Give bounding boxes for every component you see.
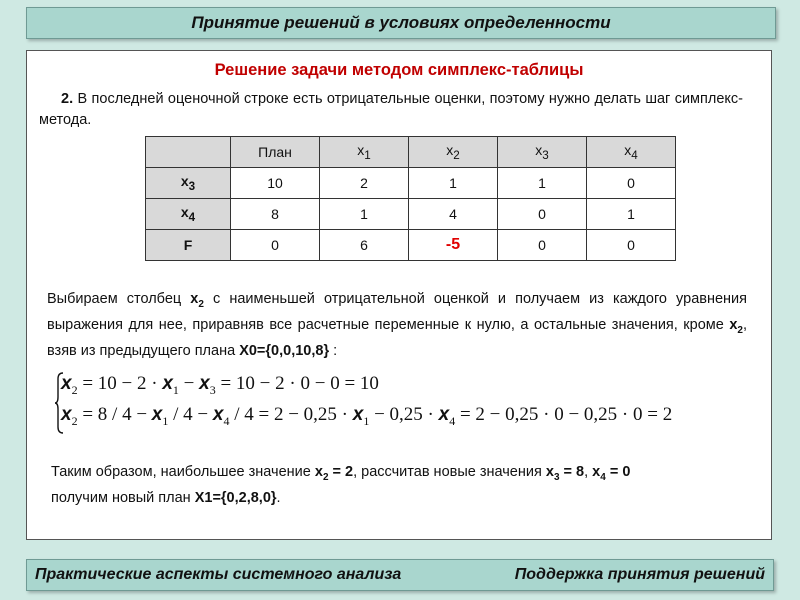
table-cell: 2 bbox=[320, 168, 409, 199]
row-label: $x_4$ bbox=[146, 199, 231, 230]
var-x2: $x_2$ bbox=[729, 316, 743, 336]
footer-left-title: Практические аспекты системного анализа bbox=[35, 566, 402, 583]
table-cell: 1 bbox=[587, 199, 676, 230]
conclusion-paragraph: Таким образом, наибольшее значение $x_2 = 2$, рассчитав новые значения $x_3 = 8$, $x_4 = 0$ получим новый план X1={0,2,8,0}. bbox=[51, 464, 631, 506]
plan-x1: X1={0,2,8,0} bbox=[194, 489, 277, 506]
table-header-row bbox=[146, 137, 676, 168]
eq-fragment: / 4 − bbox=[168, 404, 213, 425]
var-x2: $x_2 = 2$ bbox=[314, 464, 354, 483]
table-cell: 6 bbox=[320, 230, 409, 261]
text-fragment: , взяв из предыдущего плана bbox=[47, 316, 747, 359]
table-row bbox=[146, 230, 676, 261]
intro-text: В последней оценочной строке есть отрицательные оценки, поэтому нужно делать шаг симплекс-метода. bbox=[39, 91, 743, 128]
table-cell-negative: -5 bbox=[409, 230, 498, 261]
var-x2: $x_2$ bbox=[190, 291, 204, 310]
table-header-cell: $x_1$ bbox=[320, 137, 409, 168]
table-header-cell: $x_3$ bbox=[498, 137, 587, 168]
text-fragment: получим новый план bbox=[51, 489, 195, 506]
table-cell: 0 bbox=[587, 230, 676, 261]
eq-fragment: = 10 − 2 · bbox=[77, 373, 163, 394]
equation-1: $x_2 = 10 - 2 \cdot x_1 - x_3 = 10 - 2 \cdot 0 - 0 = 10$ bbox=[61, 373, 379, 397]
table-cell: 0 bbox=[498, 230, 587, 261]
footer-banner bbox=[26, 559, 774, 591]
row-label: F bbox=[146, 230, 231, 261]
table-row bbox=[146, 168, 676, 199]
text-fragment: : bbox=[329, 342, 338, 359]
table-cell: 8 bbox=[231, 199, 320, 230]
table-cell: 1 bbox=[498, 168, 587, 199]
step-number: 2. bbox=[61, 91, 74, 107]
eq-fragment: − bbox=[178, 373, 200, 394]
table-cell: 0 bbox=[587, 168, 676, 199]
eq-fragment: = 10 − 2 · 0 − 0 = 10 bbox=[215, 373, 379, 394]
table-cell: 10 bbox=[231, 168, 320, 199]
intro-paragraph bbox=[39, 89, 743, 131]
table-cell: 1 bbox=[320, 199, 409, 230]
table-header-cell: $x_4$ bbox=[587, 137, 676, 168]
eq-fragment: / 4 = 2 − 0,25 · bbox=[229, 404, 353, 425]
table-cell: 4 bbox=[409, 199, 498, 230]
var-x3: $x_3 = 8$ bbox=[545, 464, 585, 483]
text-fragment: с наименьшей отрицательной оценкой и получаем из каждого уравнения выражения для нее, приравняв все расчетные переменные к нулю, а остальные значения, кроме bbox=[47, 291, 748, 333]
row-label: $x_3$ bbox=[146, 168, 231, 199]
plan-x0: X0={0,0,10,8} bbox=[239, 342, 330, 359]
table-cell: 1 bbox=[409, 168, 498, 199]
equation-2: $x_2 = 8 / 4 - x_1 / 4 - x_4 / 4 = 2 - 0,25 \cdot x_1 - 0,25 \cdot x_4 = 2 - 0,25 \cdot 0 - 0,25 \cdot 0 = 2$ bbox=[61, 404, 673, 428]
section-subtitle: Решение задачи методом симплекс-таблицы bbox=[214, 61, 584, 79]
text-fragment: , рассчитав новые значения bbox=[353, 464, 546, 480]
text-fragment: Выбираем столбец bbox=[47, 291, 191, 307]
table-header-cell: План bbox=[231, 137, 320, 168]
table-header-cell: $x_2$ bbox=[409, 137, 498, 168]
eq-fragment: = 2 − 0,25 · 0 − 0,25 · 0 = 2 bbox=[455, 404, 673, 425]
table-cell: 0 bbox=[231, 230, 320, 261]
simplex-table bbox=[145, 136, 676, 261]
eq-fragment: − 0,25 · bbox=[369, 404, 439, 425]
table-header-cell bbox=[146, 137, 231, 168]
text-fragment: Таким образом, наибольшее значение bbox=[51, 464, 315, 480]
table-cell: 0 bbox=[498, 199, 587, 230]
text-fragment: . bbox=[276, 489, 281, 506]
header-title: Принятие решений в условиях определенности bbox=[191, 13, 611, 32]
content-panel bbox=[26, 50, 772, 540]
explanation-paragraph bbox=[47, 289, 747, 362]
table-row bbox=[146, 199, 676, 230]
eq-fragment: = 8 / 4 − bbox=[77, 404, 152, 425]
var-x4: $x_4 = 0$ bbox=[592, 464, 631, 483]
header-banner bbox=[26, 7, 776, 39]
footer-right-title: Поддержка принятия решений bbox=[514, 566, 765, 583]
